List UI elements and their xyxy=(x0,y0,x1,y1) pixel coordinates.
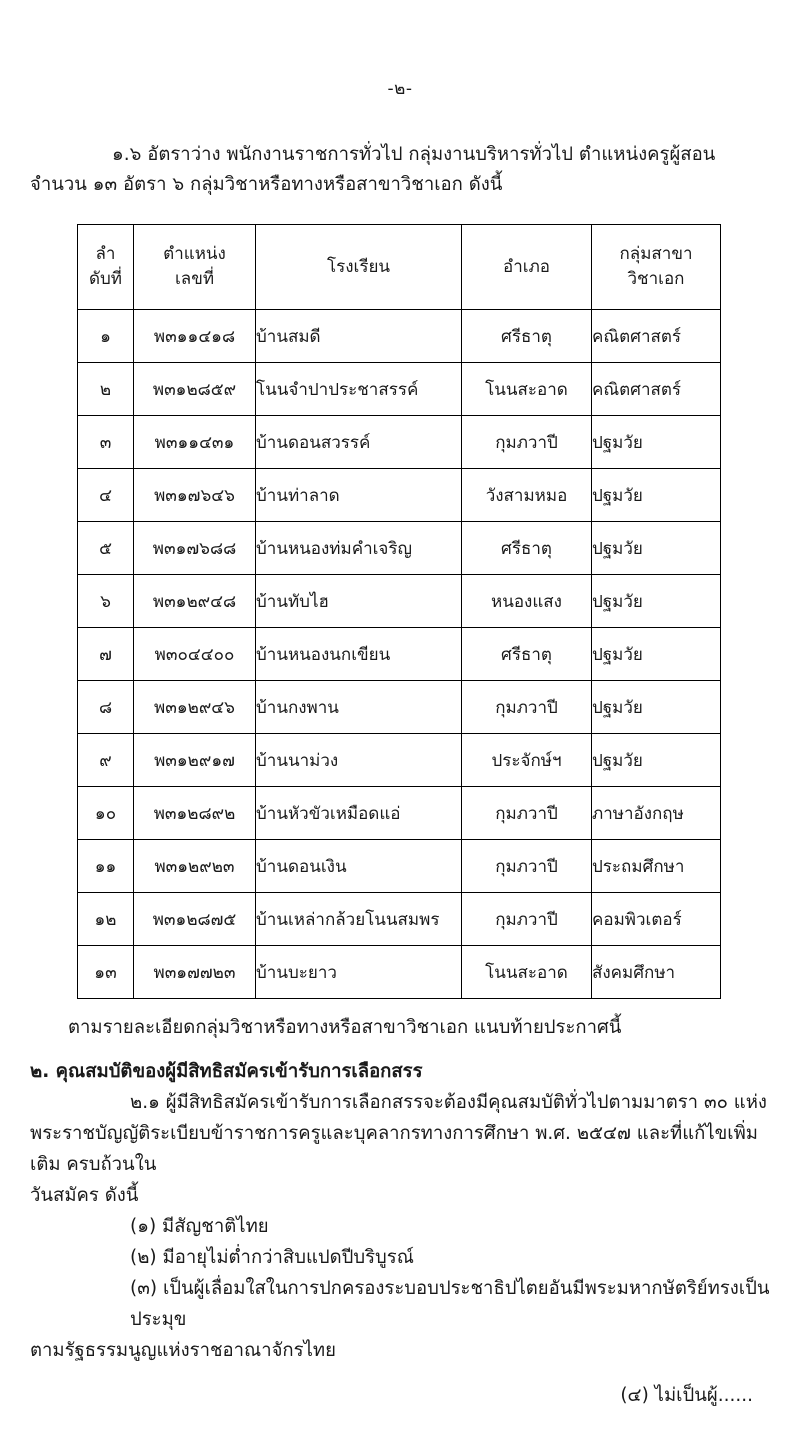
cell-major: ปฐมวัย xyxy=(592,522,721,575)
cell-position: พ๓๑๒๙๑๗ xyxy=(134,734,256,787)
table-header-row xyxy=(78,225,721,310)
cell-amphoe: กุมภวาปี xyxy=(462,840,592,893)
qualification-item-3-line-2: ตามรัฐธรรมนูญแห่งราชอาณาจักรไทย xyxy=(30,1340,336,1361)
cell-amphoe: โนนสะอาด xyxy=(462,363,592,416)
cell-amphoe: ศรีธาตุ xyxy=(462,522,592,575)
table-row xyxy=(78,681,721,734)
intro-line-1: ๑.๖ อัตราว่าง พนักงานราชการทั่วไป กลุ่มงานบริหารทั่วไป ตำแหน่งครูผู้สอน xyxy=(112,144,716,165)
cell-no: ๔ xyxy=(78,469,134,522)
cell-position: พ๓๑๒๘๗๕ xyxy=(134,893,256,946)
table-row xyxy=(78,363,721,416)
cell-school: บ้านสมดี xyxy=(256,310,462,363)
cell-no: ๑๐ xyxy=(78,787,134,840)
section-heading-qualifications: ๒. คุณสมบัติของผู้มีสิทธิสมัครเข้ารับการเลือกสรร xyxy=(30,1061,423,1082)
cell-no: ๑๓ xyxy=(78,946,134,999)
column-header-position xyxy=(134,225,256,310)
cell-no: ๙ xyxy=(78,734,134,787)
cell-no: ๒ xyxy=(78,363,134,416)
cell-no: ๓ xyxy=(78,416,134,469)
cell-school: บ้านหนองท่มคำเจริญ xyxy=(256,522,462,575)
para-2-1-line-1: ๒.๑ ผู้มีสิทธิสมัครเข้ารับการเลือกสรรจะต้องมีคุณสมบัติทั่วไปตามมาตรา ๓๐ แห่ง xyxy=(130,1092,767,1113)
cell-amphoe: โนนสะอาด xyxy=(462,946,592,999)
table-row xyxy=(78,575,721,628)
after-table-content xyxy=(30,1012,775,1411)
cell-school: บ้านท่าลาด xyxy=(256,469,462,522)
cell-major: ปฐมวัย xyxy=(592,628,721,681)
cell-position: พ๓๑๒๙๔๖ xyxy=(134,681,256,734)
qualification-item-2: (๒) มีอายุไม่ต่ำกว่าสิบแปดปีบริบูรณ์ xyxy=(130,1247,414,1268)
cell-no: ๑๑ xyxy=(78,840,134,893)
cell-position: พ๓๑๑๔๑๘ xyxy=(134,310,256,363)
cell-position: พ๓๑๗๗๒๓ xyxy=(134,946,256,999)
cell-no: ๖ xyxy=(78,575,134,628)
cell-major: ปฐมวัย xyxy=(592,681,721,734)
para-2-1-line-3: วันสมัคร ดังนี้ xyxy=(30,1185,139,1206)
column-header-major xyxy=(592,225,721,310)
table-header xyxy=(78,225,721,310)
attachment-note: ตามรายละเอียดกลุ่มวิชาหรือทางหรือสาขาวิชาเอก แนบท้ายประกาศนี้ xyxy=(68,1017,622,1038)
cell-amphoe: ศรีธาตุ xyxy=(462,628,592,681)
cell-position: พ๓๑๒๙๒๓ xyxy=(134,840,256,893)
cell-no: ๕ xyxy=(78,522,134,575)
cell-amphoe: กุมภวาปี xyxy=(462,416,592,469)
cell-major: ภาษาอังกฤษ xyxy=(592,787,721,840)
intro-block xyxy=(30,140,770,200)
cell-position: พ๓๑๗๖๔๖ xyxy=(134,469,256,522)
vacancy-table-container xyxy=(77,224,715,999)
table-row xyxy=(78,628,721,681)
cell-school: บ้านดอนสวรรค์ xyxy=(256,416,462,469)
cell-no: ๗ xyxy=(78,628,134,681)
cell-major: ปฐมวัย xyxy=(592,734,721,787)
cell-major: สังคมศึกษา xyxy=(592,946,721,999)
cell-major: คอมพิวเตอร์ xyxy=(592,893,721,946)
table-row xyxy=(78,734,721,787)
cell-position: พ๓๐๔๔๐๐ xyxy=(134,628,256,681)
column-header-no xyxy=(78,225,134,310)
cell-school: บ้านทับไฮ xyxy=(256,575,462,628)
column-header-position-line1: ตำแหน่ง xyxy=(163,244,226,264)
qualification-item-4-continuation: (๔) ไม่เป็นผู้...... xyxy=(620,1385,753,1406)
cell-position: พ๓๑๒๘๕๙ xyxy=(134,363,256,416)
cell-school: บ้านหนองนกเขียน xyxy=(256,628,462,681)
cell-no: ๑ xyxy=(78,310,134,363)
cell-major: ปฐมวัย xyxy=(592,575,721,628)
table-row xyxy=(78,310,721,363)
cell-amphoe: วังสามหมอ xyxy=(462,469,592,522)
cell-amphoe: กุมภวาปี xyxy=(462,681,592,734)
table-row xyxy=(78,893,721,946)
cell-school: บ้านนาม่วง xyxy=(256,734,462,787)
page-number: -๒- xyxy=(387,79,413,99)
column-header-no-line1: ลำ xyxy=(95,244,116,264)
qualification-item-3-line-1: (๓) เป็นผู้เลื่อมใสในการปกครองระบอบประชาธิปไตยอันมีพระมหากษัตริย์ทรงเป็นประมุข xyxy=(130,1278,770,1330)
column-header-no-line2: ดับที่ xyxy=(88,269,123,289)
vacancy-table xyxy=(77,224,721,999)
table-row xyxy=(78,840,721,893)
table-row xyxy=(78,522,721,575)
cell-major: คณิตศาสตร์ xyxy=(592,363,721,416)
cell-amphoe: ประจักษ์ฯ xyxy=(462,734,592,787)
cell-amphoe: กุมภวาปี xyxy=(462,787,592,840)
cell-no: ๘ xyxy=(78,681,134,734)
table-body xyxy=(78,310,721,999)
cell-no: ๑๒ xyxy=(78,893,134,946)
cell-amphoe: ศรีธาตุ xyxy=(462,310,592,363)
cell-school: บ้านเหล่ากล้วยโนนสมพร xyxy=(256,893,462,946)
cell-position: พ๓๑๗๖๘๘ xyxy=(134,522,256,575)
table-row xyxy=(78,946,721,999)
qualification-item-1: (๑) มีสัญชาติไทย xyxy=(130,1216,269,1237)
cell-school: บ้านหัวขัวเหมือดแอ่ xyxy=(256,787,462,840)
column-header-position-line2: เลขที่ xyxy=(174,269,215,289)
cell-position: พ๓๑๑๔๓๑ xyxy=(134,416,256,469)
cell-major: ประถมศึกษา xyxy=(592,840,721,893)
cell-position: พ๓๑๒๙๔๘ xyxy=(134,575,256,628)
cell-major: ปฐมวัย xyxy=(592,416,721,469)
table-row xyxy=(78,416,721,469)
table-row xyxy=(78,469,721,522)
cell-school: บ้านกงพาน xyxy=(256,681,462,734)
cell-amphoe: หนองแสง xyxy=(462,575,592,628)
para-2-1-line-2: พระราชบัญญัติระเบียบข้าราชการครูและบุคลากรทางการศึกษา พ.ศ. ๒๕๔๗ และที่แก้ไขเพิ่มเติม ครบถ้วนใน xyxy=(30,1123,758,1175)
column-header-major-line2: วิชาเอก xyxy=(627,269,685,289)
intro-line-2: จำนวน ๑๓ อัตรา ๖ กลุ่มวิชาหรือทางหรือสาขาวิชาเอก ดังนี้ xyxy=(30,174,503,195)
column-header-amphoe: อำเภอ xyxy=(462,225,592,310)
cell-position: พ๓๑๒๘๙๒ xyxy=(134,787,256,840)
table-row xyxy=(78,787,721,840)
cell-major: คณิตศาสตร์ xyxy=(592,310,721,363)
cell-major: ปฐมวัย xyxy=(592,469,721,522)
cell-school: บ้านดอนเงิน xyxy=(256,840,462,893)
column-header-major-line1: กลุ่มสาขา xyxy=(619,244,693,264)
cell-amphoe: กุมภวาปี xyxy=(462,893,592,946)
cell-school: บ้านบะยาว xyxy=(256,946,462,999)
cell-school: โนนจำปาประชาสรรค์ xyxy=(256,363,462,416)
column-header-school: โรงเรียน xyxy=(256,225,462,310)
